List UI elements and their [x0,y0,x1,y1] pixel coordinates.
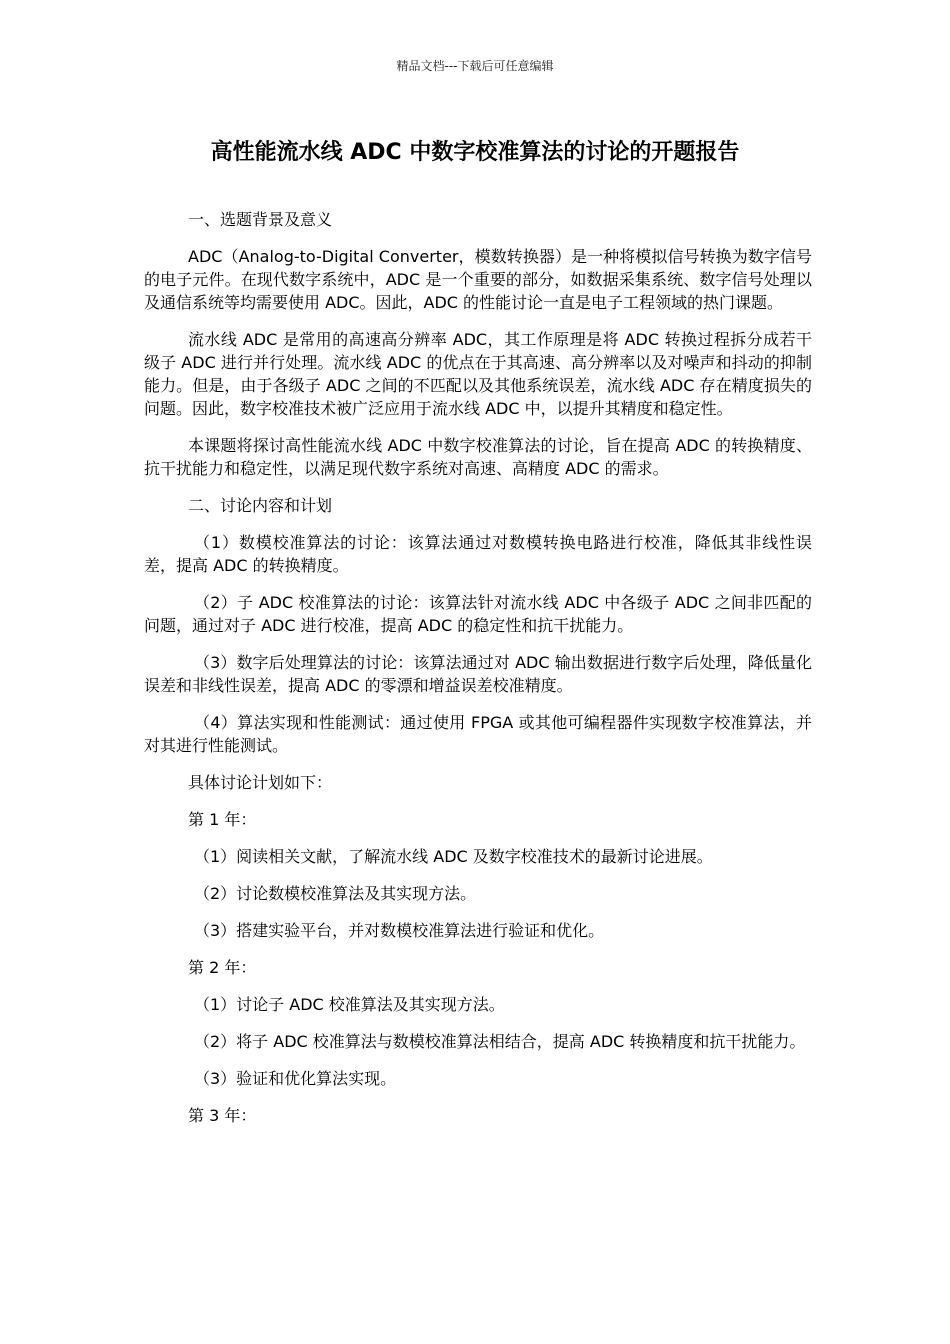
research-item: （4）算法实现和性能测试：通过使用 FPGA 或其他可编程器件实现数字校准算法，并对其进行性能测试。 [144,713,812,755]
research-item: （3）数字后处理算法的讨论：该算法通过对 ADC 输出数据进行数字后处理，降低量化误差和非线性误差，提高 ADC 的零漂和增益误差校准精度。 [144,653,812,695]
document-title: 高性能流水线 ADC 中数字校准算法的讨论的开题报告 [210,140,740,165]
research-item: （1）数模校准算法的讨论：该算法通过对数模转换电路进行校准，降低其非线性误差，提高 ADC 的转换精度。 [144,533,812,575]
year-task: （3）验证和优化算法实现。 [194,1069,397,1088]
year-task: （1）阅读相关文献，了解流水线 ADC 及数字校准技术的最新讨论进展。 [194,847,713,866]
page-header-note: 精品文档---下载后可任意编辑 [396,59,554,73]
year-task: （2）将子 ADC 校准算法与数模校准算法相结合，提高 ADC 转换精度和抗干扰能力。 [194,1032,806,1051]
section-heading-background: 一、选题背景及意义 [188,210,333,229]
paragraph-topic-goal: 本课题将探讨高性能流水线 ADC 中数字校准算法的讨论，旨在提高 ADC 的转换精度、抗干扰能力和稳定性，以满足现代数字系统对高速、高精度 ADC 的需求。 [144,436,812,478]
paragraph-pipeline-adc: 流水线 ADC 是常用的高速高分辨率 ADC，其工作原理是将 ADC 转换过程拆分成若干级子 ADC 进行并行处理。流水线 ADC 的优点在于其高速、高分辨率以及对噪声和抖动的抑制能力。但是，由于各级子 ADC 之间的不匹配以及其他系统误差，流水线 ADC 存在精度损失的问题。因此，数字校准技术被广泛应用于流水线 ADC 中，以提升其精度和稳定性。 [144,330,812,418]
year-task: （2）讨论数模校准算法及其实现方法。 [194,884,477,903]
paragraph-adc-intro: ADC（Analog-to-Digital Converter，模数转换器）是一种将模拟信号转换为数字信号的电子元件。在现代数字系统中，ADC 是一个重要的部分，如数据采集系统、数字信号处理以及通信系统等均需要使用 ADC。因此，ADC 的性能讨论一直是电子工程领域的热门课题。 [144,247,812,312]
plan-intro: 具体讨论计划如下： [188,773,333,792]
year-task: （1）讨论子 ADC 校准算法及其实现方法。 [194,995,505,1014]
year-label: 第 3 年： [188,1106,257,1125]
research-item: （2）子 ADC 校准算法的讨论：该算法针对流水线 ADC 中各级子 ADC 之间非匹配的问题，通过对子 ADC 进行校准，提高 ADC 的稳定性和抗干扰能力。 [144,593,812,635]
year-label: 第 1 年： [188,810,257,829]
year-label: 第 2 年： [188,958,257,977]
year-task: （3）搭建实验平台，并对数模校准算法进行验证和优化。 [194,921,605,940]
section-heading-content-plan: 二、讨论内容和计划 [188,496,333,515]
document-body [144,208,812,1141]
